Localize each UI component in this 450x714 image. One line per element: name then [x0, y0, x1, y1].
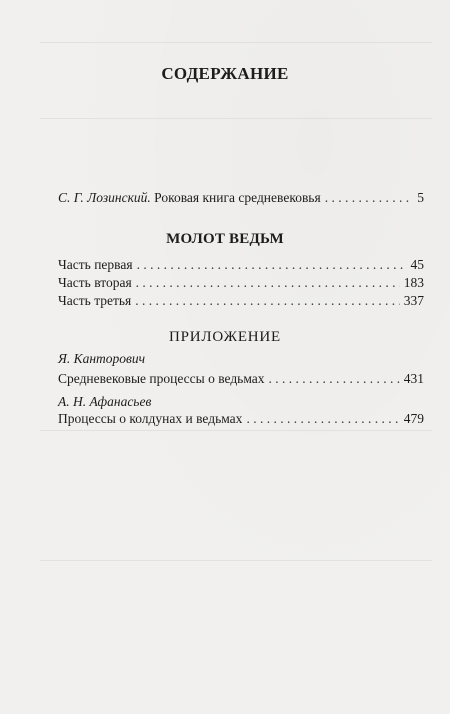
toc-entry-label: Часть третья: [58, 293, 132, 308]
entry-author: Я. Канторович: [58, 351, 146, 366]
toc-entry-intro: [58, 190, 424, 206]
leader-dots: [137, 257, 407, 273]
appendix-heading: ПРИЛОЖЕНИЕ: [168, 329, 282, 345]
page-number: 479: [403, 411, 424, 426]
page-number: 337: [403, 293, 424, 308]
leader-dots: [246, 411, 399, 427]
entry-title: Роковая книга средневековья: [154, 190, 321, 205]
toc-entry-label: Часть первая: [58, 257, 133, 272]
leader-dots: [269, 371, 400, 387]
toc-heading: СОДЕРЖАНИЕ: [161, 64, 289, 83]
toc-entry-label: Процессы о колдунах и ведьмах: [58, 411, 243, 426]
page-number: 431: [403, 371, 424, 386]
toc-entry: [58, 411, 424, 427]
toc-entry: [58, 293, 424, 309]
bleed-through-line: [40, 560, 432, 561]
toc-entry: [58, 257, 424, 273]
toc-entry-label: [58, 190, 321, 206]
leader-dots: [136, 275, 400, 291]
bleed-through-line: [40, 42, 432, 43]
page-number: 5: [417, 190, 424, 205]
leader-dots: [325, 190, 414, 206]
toc-entry: [58, 371, 424, 387]
toc-entry: [58, 275, 424, 291]
bleed-through-line: [40, 118, 432, 119]
toc-entry-label: Средневековые процессы о ведьмах: [58, 371, 265, 386]
leader-dots: [135, 293, 399, 309]
toc-entry-label: Часть вторая: [58, 275, 132, 290]
entry-author: А. Н. Афанасьев: [58, 394, 152, 409]
section-heading: МОЛОТ ВЕДЬМ: [166, 231, 284, 247]
entry-author: С. Г. Лозинский.: [58, 190, 151, 205]
bleed-through-line: [40, 430, 432, 431]
page-number: 183: [403, 275, 424, 290]
page-number: 45: [410, 257, 424, 272]
